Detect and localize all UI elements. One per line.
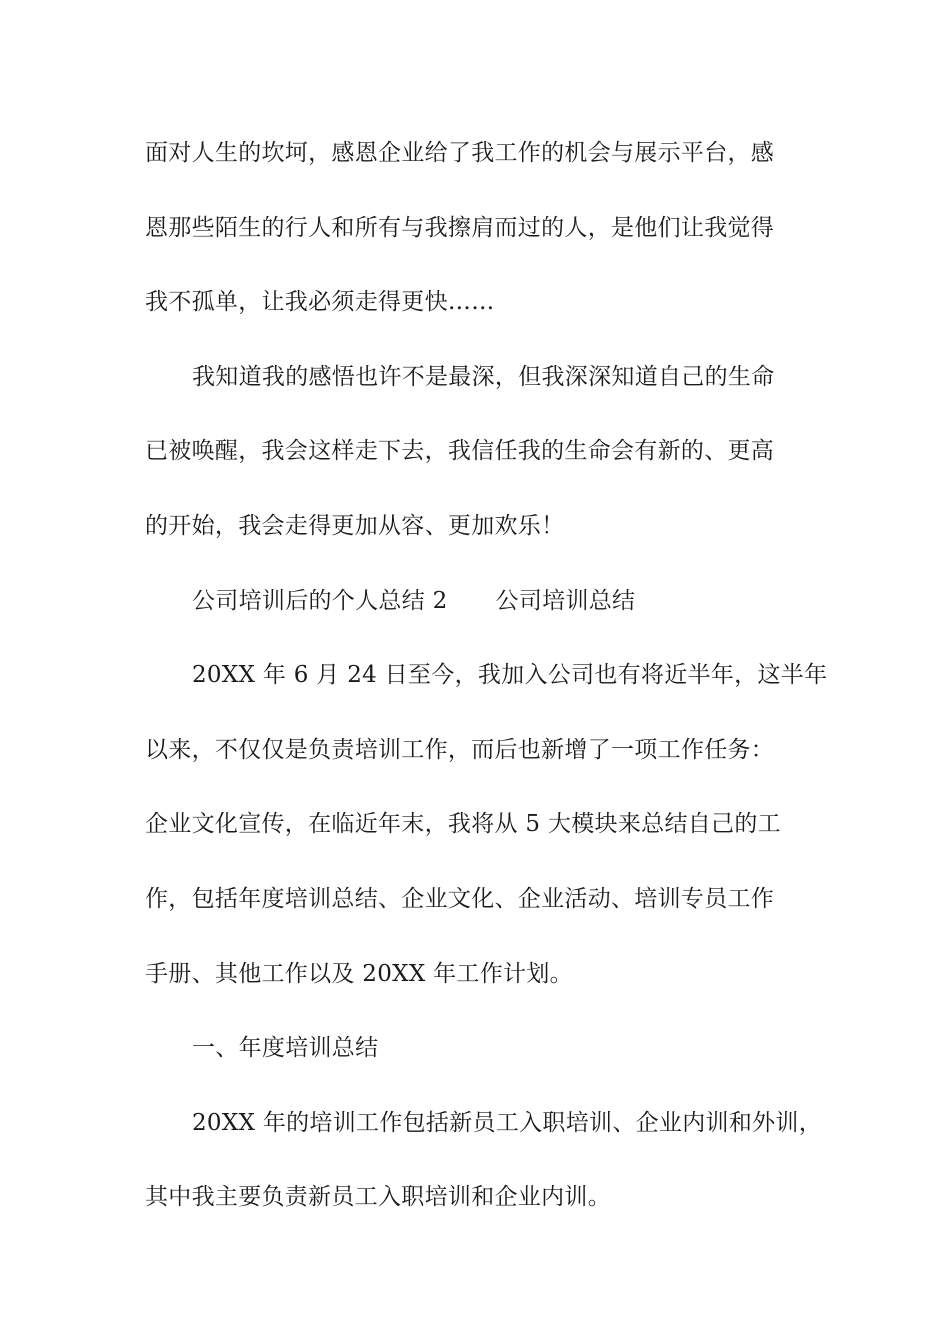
document-body (145, 116, 828, 1235)
paragraph-line: 我不孤单，让我必须走得更快…… (145, 289, 495, 316)
paragraph-line: 作，包括年度培训总结、企业文化、企业活动、培训专员工作 (145, 885, 775, 912)
paragraph-line: 的开始，我会走得更加从容、更加欢乐！ (145, 512, 565, 539)
paragraph-line: 已被唤醒，我会这样走下去，我信任我的生命会有新的、更高 (145, 438, 775, 465)
paragraph-line: 企业文化宣传，在临近年末，我将从 5 大模块来总结自己的工 (145, 811, 781, 838)
paragraph-line: 其中我主要负责新员工入职培训和企业内训。 (145, 1184, 611, 1211)
heading-title: 公司培训后的个人总结 2 (192, 587, 448, 614)
paragraph-line: 20XX 年的培训工作包括新员工入职培训、企业内训和外训， (192, 1109, 823, 1136)
paragraph-line: 恩那些陌生的行人和所有与我擦肩而过的人，是他们让我觉得 (145, 214, 775, 241)
paragraph-line: 以来，不仅仅是负责培训工作，而后也新增了一项工作任务： (145, 736, 775, 763)
section-title: 一、年度培训总结 (192, 1035, 379, 1062)
paragraph-line: 面对人生的坎坷，感恩企业给了我工作的机会与展示平台，感 (145, 140, 775, 166)
paragraph-line: 20XX 年 6 月 24 日至今，我加入公司也有将近半年，这半年 (192, 662, 828, 689)
section-heading (145, 564, 815, 639)
paragraph-line: 我知道我的感悟也许不是最深，但我深深知道自己的生命 (192, 363, 775, 390)
heading-subtitle: 公司培训总结 (495, 587, 636, 614)
paragraph-line: 手册、其他工作以及 20XX 年工作计划。 (145, 960, 573, 987)
